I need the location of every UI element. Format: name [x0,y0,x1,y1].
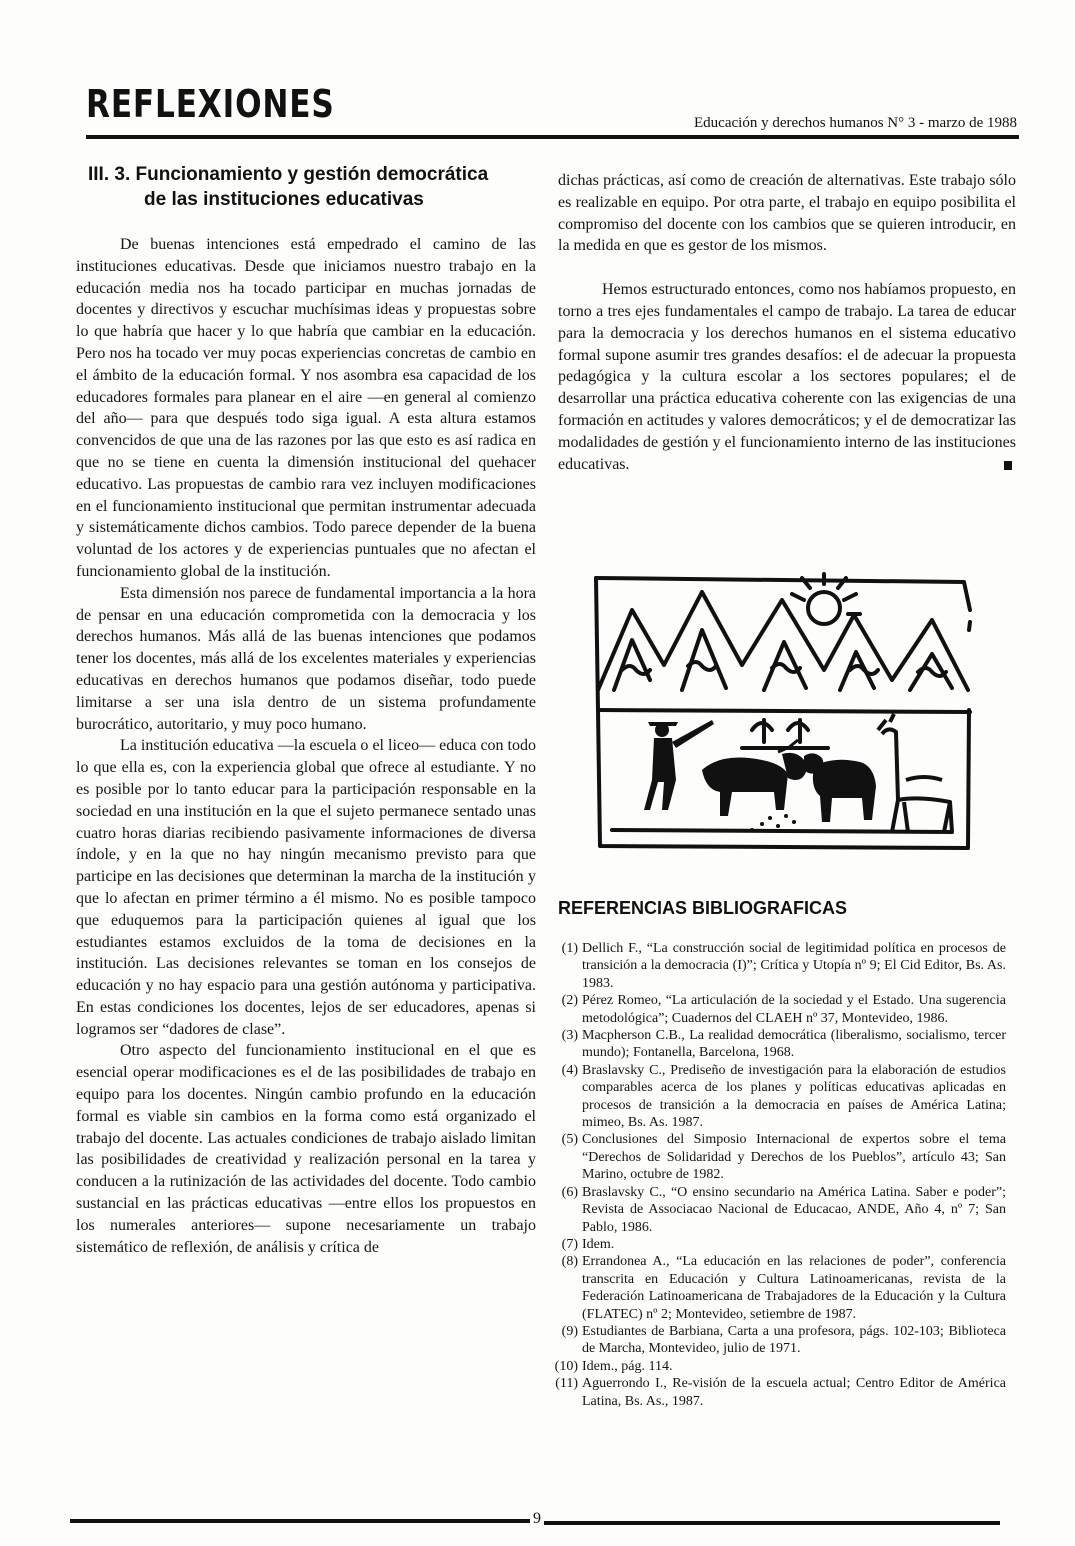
issue-line: Educación y derechos humanos N° 3 - marzo de 1988 [694,115,1017,131]
left-body-text [76,234,536,1258]
masthead-logo: REFLEXIONES [86,82,335,126]
references-title: REFERENCIAS BIBLIOGRAFICAS [558,898,848,918]
end-mark-icon [1004,461,1012,470]
paragraph [558,279,1016,475]
reference-number: (5) [561,1132,578,1148]
reference-number: (2) [561,993,578,1009]
paragraph: De buenas intenciones está empedrado el camino de las instituciones educativas. Desde que iniciamos nuestro trabajo en la educación media nos ha tocado participar en muchas jornadas de docentes y directivos y escuchar muchísimas ideas y propuestas sobre lo que habría que hacer y lo que habría que cambiar en la educación. Pero nos ha tocado ver muy pocas experiencias concretas de cambio en el ámbito de la educación formal. Y nos asombra esa capacidad de los educadores formales para planear en el aire —en general al comienzo del año— para que después todo siga igual. A esta altura estamos convencidos de que una de las razones por las que esto es así radica en que no se tiene en cuenta la dimensión institucional del quehacer educativo. Las propuestas de cambio rara vez incluyen modificaciones en el funcionamiento institucional que permitan instrumentar adecuada y sistemáticamente dichos cambios. Todo parece depender de la buena voluntad de los actores y de experiencias puntuales que no afectan el funcionamiento global de la institución. [76,236,536,580]
reference-number: (11) [555,1376,578,1392]
reference-text: Idem. [582,1236,615,1252]
left-column [76,162,536,1258]
section-title [76,162,536,212]
header-rule [86,135,1019,139]
reference-item [548,1253,1006,1323]
reference-item [548,1236,1006,1253]
paragraph: La institución educativa —la escuela o el liceo— educa con todo lo que ella es, con la experiencia global que ofrece al estudiante. Y no es posible por lo tanto educar para la participación responsable en la sociedad en una institución en la que el sujeto permanece sentado unas cuatro horas diarias recibiendo pasivamente informaciones de diversa índole, y en la que no hay ningún mecanismo previsto para que participe en las decisiones que determinan la marcha de la institución y que lo afectan en primer término a él mismo. No es posible tampoco que eduquemos para la participación quienes al igual que los estudiantes estamos excluidos de la toma de decisiones en la institución. Las decisiones relevantes se toman en los consejos de educación y no hay espacio para una gestión autónoma y participativa. En estas condiciones los docentes, lejos de ser educadores, apenas si logramos ser “dadores de clase”. [76,737,536,1038]
reference-number: (7) [561,1236,578,1252]
reference-item [548,1062,1006,1132]
reference-text: Braslavsky C., “O ensino secundario na América Latina. Saber e poder”; Revista de Associacao Nacional de Educacao, ANDE, Año 4, nº 7; San Pablo, 1986. [582,1184,1006,1235]
reference-text: Macpherson C.B., La realidad democrática (liberalismo, socialismo, tercer mundo); Fontanella, Barcelona, 1968. [582,1028,1006,1061]
paragraph: dichas prácticas, así como de creación de alternativas. Este trabajo sólo es realizable en equipo. Por otra parte, el trabajo en equipo posibilita el compromiso del docente con los cambios que se quieren introducir, en la medida en que es gestor de los mismos. [558,172,1016,255]
reference-text: Aguerrondo I., Re-visión de la escuela actual; Centro Editor de América Latina, Bs. As., 1987. [582,1376,1006,1409]
reference-number: (3) [561,1028,578,1044]
footer-rule-left [70,1519,530,1523]
reference-text: Braslavsky C., Prediseño de investigación para la elaboración de estudios comparables acerca de los planes y políticas educativas aplicadas en procesos de transición a la democracia en países de América Latina; mimeo, Bs. As. 1987. [582,1062,1006,1131]
reference-item [548,1131,1006,1183]
page-number: 9 [533,1510,541,1527]
reference-number: (8) [561,1254,578,1270]
reference-item [548,1323,1006,1358]
reference-text: Pérez Romeo, “La articulación de la sociedad y el Estado. Una sugerencia metodológica”; Cuadernos del CLAEH nº 37, Montevideo, 1986. [582,993,1006,1026]
reference-number: (6) [561,1184,578,1200]
reference-item [548,1027,1006,1062]
reference-item [548,940,1006,992]
reference-item [548,992,1006,1027]
paragraph-text: Hemos estructurado entonces, como nos habíamos propuesto, en torno a tres ejes fundamentales el campo de trabajo. La tarea de educar para la democracia y los derechos humanos en el sistema educativo formal supone asumir tres grandes desafíos: el de adecuar la propuesta pedagógica y la cultura escolar a los sectores populares; el de desarrollar una práctica educativa coherente con las exigencias de una formación en actitudes y valores democráticos; y el de democratizar las modalidades de gestión y el funcionamiento interno de las instituciones educativas. [558,281,1016,473]
reference-text: Dellich F., “La construcción social de legitimidad política en procesos de transición a la democracia (I)”; Crítica y Utopía nº 9; El Cid Editor, Bs. As. 1983. [582,941,1006,991]
reference-number: (4) [561,1062,578,1078]
reference-text: Conclusiones del Simposio Internacional de expertos sobre el tema “Derechos de Solidaridad y Derechos de los Pueblos”, artículo 43; San Marino, octubre de 1982. [582,1132,1006,1183]
reference-item [548,1184,1006,1236]
reference-text: Estudiantes de Barbiana, Carta a una profesora, págs. 102-103; Biblioteca de Marcha, Montevideo, julio de 1971. [582,1323,1006,1357]
section-title-line1: III. 3. Funcionamiento y gestión democrática [88,164,489,185]
right-column [558,170,1016,475]
footer-rule-right [544,1521,1000,1525]
reference-number: (1) [561,941,578,956]
paragraph: Esta dimensión nos parece de fundamental importancia a la hora de pensar en una educación comprometida con la democracia y los derechos humanos. Más allá de las buenas intenciones que podamos tener los docentes, más allá de los excelentes materiales y experiencias educativas en derechos humanos que podamos diseñar, todo puede limitarse a ser una isla dentro de un sistema profundamente burocrático, autoritario, y muy poco humano. [76,584,536,733]
paragraph: Otro aspecto del funcionamiento institucional en el que es esencial operar modificaciones es el de las posibilidades de trabajo en equipo para los docentes. Ningún cambio profundo en la educación formal es viable sin cambios en la forma como está organizado el trabajo del docente. Las actuales condiciones de trabajo aislado limitan las posibilidades de creatividad y realización personal en la tarea y conducen a la rutinización de las actividades del docente. Todo cambio sustancial en las prácticas educativas —entre ellos los propuestos en los numerales anteriores— supone necesariamente un trabajo sistemático de reflexión, de análisis y crítica de [76,1042,536,1256]
references-list [548,940,1006,1410]
reference-text: Idem., pág. 114. [582,1358,673,1374]
reference-number: (9) [561,1323,578,1339]
reference-text: Errandonea A., “La educación en las relaciones de poder”, conferencia transcrita en Educación y Cultura Latinoamericanas, revista de la Federación Latinoamericana de Trabajadores de la Educación y la Cultura (FLATEC) nº 2; Montevideo, setiembre de 1987. [582,1254,1006,1322]
reference-item [548,1358,1006,1375]
reference-number: (10) [554,1358,578,1374]
reference-item [548,1375,1006,1410]
section-title-line2: de las instituciones educativas [144,189,424,210]
andean-landscape-illustration [592,570,978,852]
